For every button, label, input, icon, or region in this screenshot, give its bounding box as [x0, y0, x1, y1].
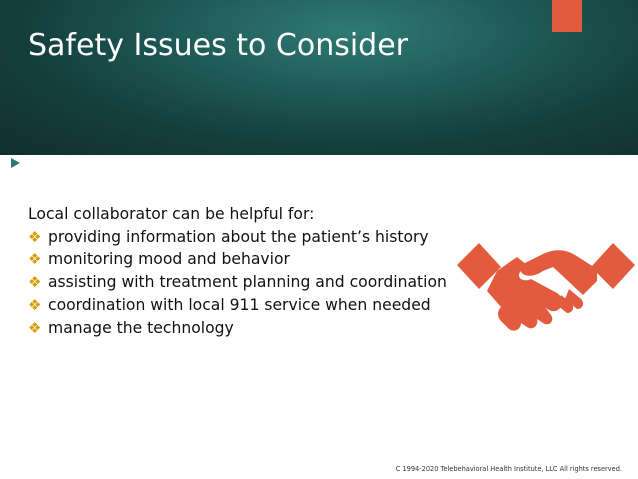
handshake-icon [457, 225, 635, 345]
four-diamond-bullet-icon: ❖ [28, 273, 42, 292]
four-diamond-bullet-icon: ❖ [28, 227, 42, 246]
list-item: ❖ manage the technology [28, 317, 448, 340]
slide-header [0, 0, 638, 155]
list-item: ❖ coordination with local 911 service when needed [28, 294, 448, 317]
lead-text: Local collaborator can be helpful for: [28, 205, 315, 223]
copyright-footer: C 1994-2020 Telebehavioral Health Institute, LLC All rights reserved. [395, 465, 622, 473]
bullet-list [28, 226, 448, 340]
accent-bar [552, 0, 582, 32]
list-item: ❖ providing information about the patient’s history [28, 226, 448, 249]
slide-title: Safety Issues to Consider [28, 28, 409, 63]
four-diamond-bullet-icon: ❖ [28, 250, 42, 269]
four-diamond-bullet-icon: ❖ [28, 295, 42, 314]
four-diamond-bullet-icon: ❖ [28, 318, 42, 337]
list-item: ❖ assisting with treatment planning and coordination [28, 271, 448, 294]
slide-body [28, 203, 448, 339]
triangle-marker-icon [11, 158, 20, 168]
list-item: ❖ monitoring mood and behavior [28, 248, 448, 271]
